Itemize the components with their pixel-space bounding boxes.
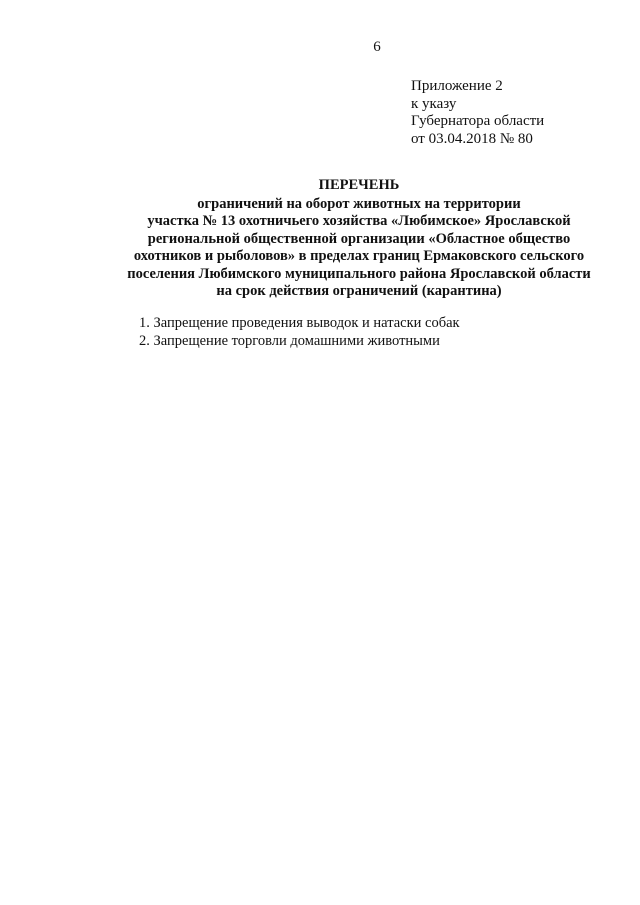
heading-line: на срок действия ограничений (карантина) xyxy=(216,283,502,299)
appendix-line: от 03.04.2018 № 80 xyxy=(411,130,533,147)
appendix-line: Губернатора области xyxy=(411,113,545,129)
appendix-line: Приложение 2 xyxy=(411,78,503,94)
heading-line: охотников и рыболовов» в пределах границ Ермаковского сельского xyxy=(133,248,585,264)
document-heading xyxy=(100,177,618,301)
restriction-item: 2. Запрещение торговли домашними животными xyxy=(139,333,440,349)
appendix-line: к указу xyxy=(411,95,457,112)
restrictions-list xyxy=(139,314,460,350)
document-title: ПЕРЕЧЕНЬ xyxy=(318,177,400,193)
appendix-block xyxy=(411,78,544,148)
restriction-item: 1. Запрещение проведения выводок и натаски собак xyxy=(139,315,460,331)
heading-line: ограничений на оборот животных на территории xyxy=(197,195,521,212)
heading-line: региональной общественной организации «Областное общество xyxy=(147,230,571,247)
heading-line: участка № 13 охотничьего хозяйства «Любимское» Ярославской xyxy=(147,213,571,229)
page-number: 6 xyxy=(373,39,381,55)
heading-line: поселения Любимского муниципального района Ярославской области xyxy=(127,265,591,282)
